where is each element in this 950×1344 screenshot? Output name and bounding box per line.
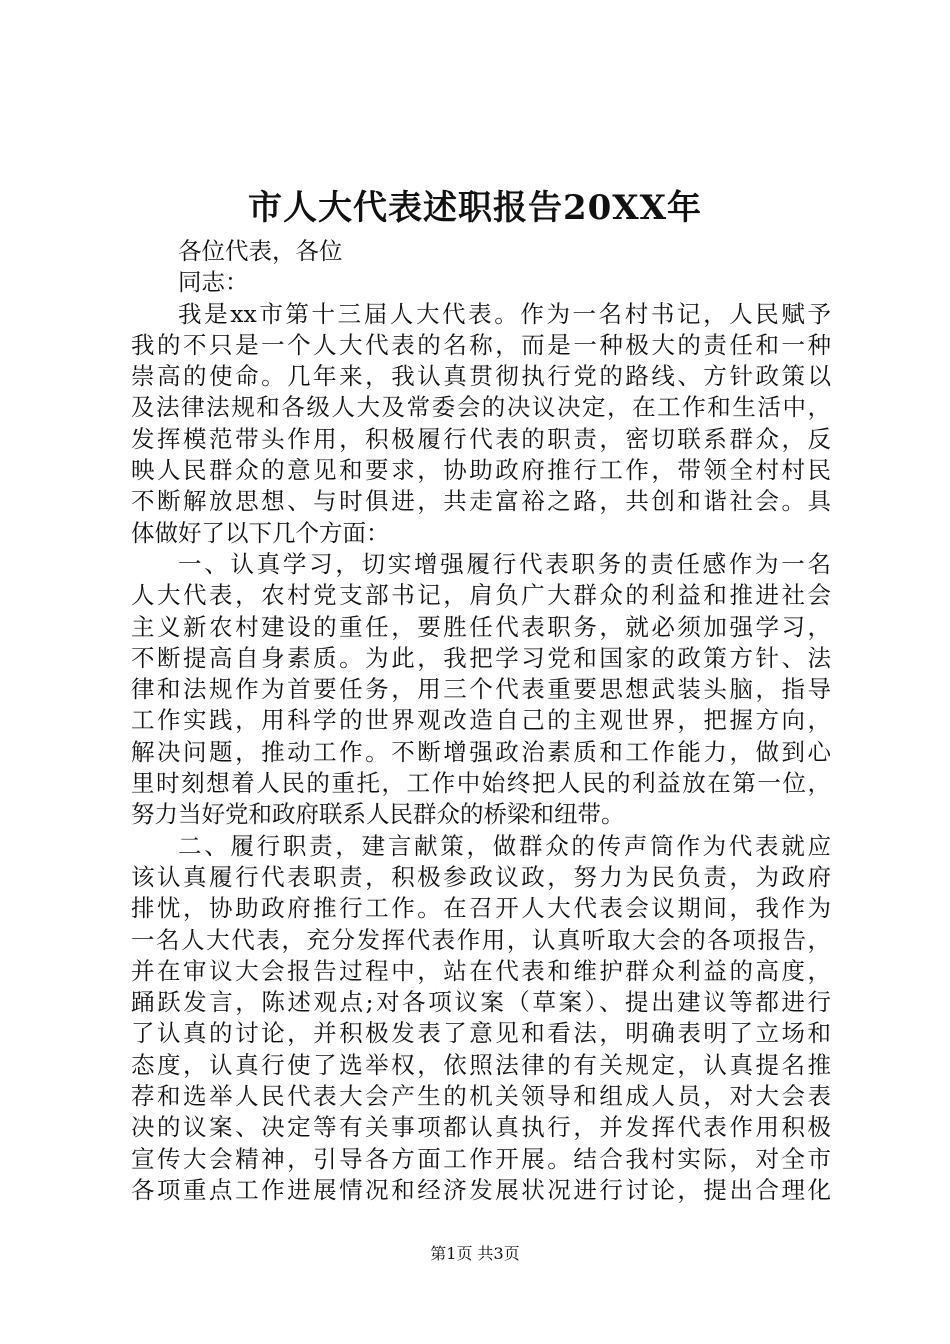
body-line: 荐和选举人民代表大会产生的机关领导和组成人员，对大会表 bbox=[131, 1082, 831, 1111]
body-line: 一名人大代表，充分发挥代表作用，认真听取大会的各项报告， bbox=[131, 925, 831, 954]
body-line: 工作实践，用科学的世界观改造自己的主观世界，把握方向， bbox=[131, 706, 831, 735]
body-line: 我是xx市第十三届人大代表。作为一名村书记，人民赋予 bbox=[178, 299, 831, 328]
body-line: 我的不只是一个人大代表的名称，而是一种极大的责任和一种 bbox=[131, 330, 831, 359]
body-line: 律和法规作为首要任务，用三个代表重要思想武装头脑，指导 bbox=[131, 675, 831, 704]
body-line: 人大代表，农村党支部书记，肩负广大群众的利益和推进社会 bbox=[131, 581, 831, 610]
body-line: 及法律法规和各级人大及常委会的决议决定，在工作和生活中， bbox=[131, 393, 831, 422]
body-line: 发挥模范带头作用，积极履行代表的职责，密切联系群众，反 bbox=[131, 424, 831, 453]
body-line: 了认真的讨论，并积极发表了意见和看法，明确表明了立场和 bbox=[131, 1019, 831, 1048]
body-line: 各项重点工作进展情况和经济发展状况进行讨论，提出合理化 bbox=[131, 1175, 831, 1204]
body-line: 各位代表，各位 bbox=[178, 237, 343, 265]
document-body bbox=[131, 236, 831, 1206]
body-line: 崇高的使命。几年来，我认真贯彻执行党的路线、方针政策以 bbox=[131, 362, 831, 391]
document-title: 市人大代表述职报告20XX年 bbox=[247, 188, 703, 228]
body-line: 努力当好党和政府联系人民群众的桥梁和纽带。 bbox=[131, 800, 625, 829]
body-line: 宣传大会精神，引导各方面工作开展。结合我村实际，对全市 bbox=[131, 1144, 831, 1173]
body-line: 该认真履行代表职责，积极参政议政，努力为民负责，为政府 bbox=[131, 862, 831, 891]
page-footer: 第1页 共3页 bbox=[430, 1244, 520, 1263]
body-line: 不断提高自身素质。为此，我把学习党和国家的政策方针、法 bbox=[131, 643, 831, 672]
body-line: 映人民群众的意见和要求，协助政府推行工作，带领全村村民 bbox=[131, 456, 831, 485]
body-line: 同志： bbox=[178, 268, 249, 297]
body-line: 态度，认真行使了选举权，依照法律的有关规定，认真提名推 bbox=[131, 1050, 831, 1079]
body-line: 体做好了以下几个方面： bbox=[131, 518, 390, 547]
body-line: 并在审议大会报告过程中，站在代表和维护群众利益的高度， bbox=[131, 956, 831, 985]
body-line: 排忧，协助政府推行工作。在召开人大代表会议期间，我作为 bbox=[131, 894, 831, 923]
body-line: 踊跃发言，陈述观点;对各项议案（草案）、提出建议等都进行 bbox=[131, 988, 831, 1017]
body-line: 一、认真学习，切实增强履行代表职务的责任感作为一名 bbox=[178, 549, 831, 578]
body-line: 里时刻想着人民的重托，工作中始终把人民的利益放在第一位， bbox=[131, 769, 831, 798]
body-line: 主义新农村建设的重任，要胜任代表职务，就必须加强学习， bbox=[131, 612, 831, 641]
body-line: 不断解放思想、与时俱进，共走富裕之路，共创和谐社会。具 bbox=[131, 487, 831, 516]
body-line: 二、履行职责，建言献策，做群众的传声筒作为代表就应 bbox=[178, 831, 831, 860]
body-line: 解决问题，推动工作。不断增强政治素质和工作能力，做到心 bbox=[131, 737, 831, 766]
body-line: 决的议案、决定等有关事项都认真执行，并发挥代表作用积极 bbox=[131, 1113, 831, 1142]
